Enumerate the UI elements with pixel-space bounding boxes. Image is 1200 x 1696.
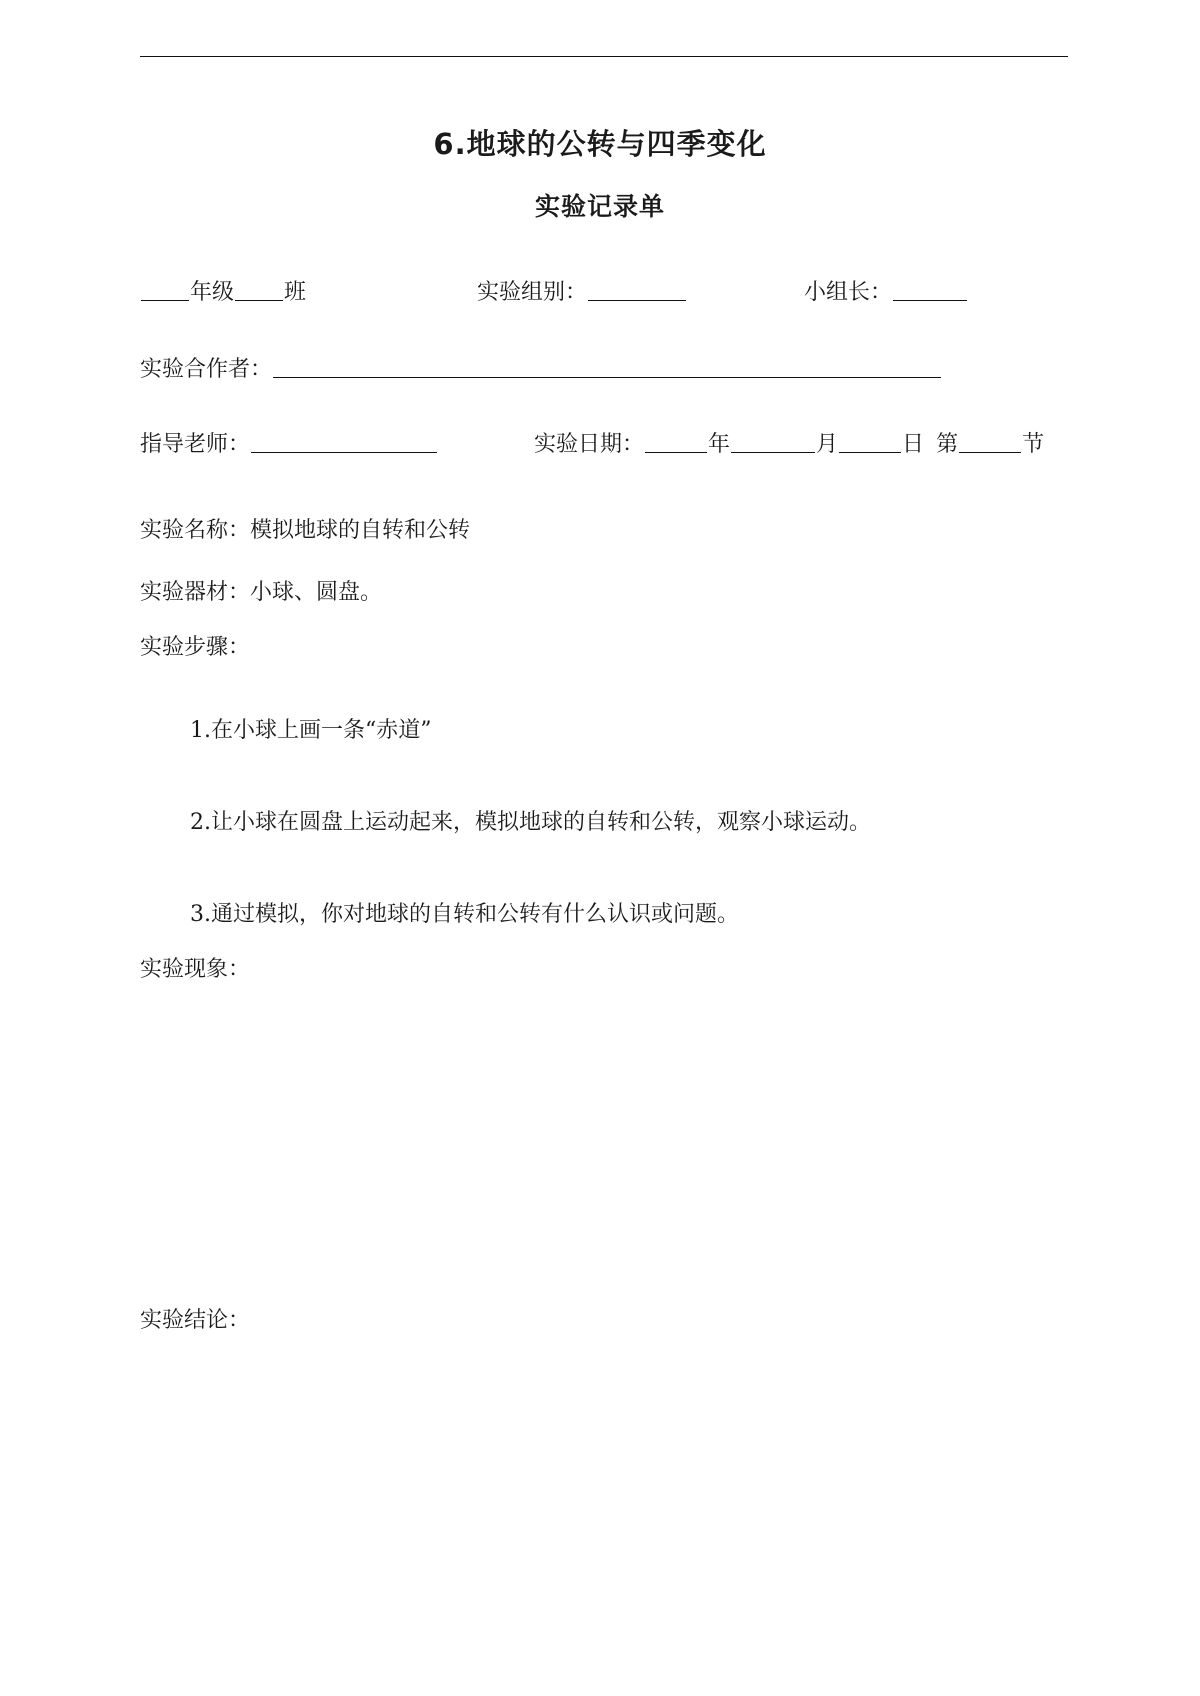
period-label: 节 [1022, 432, 1045, 457]
grade-class-row [140, 278, 306, 308]
experiment-name-row [140, 516, 470, 546]
teacher-label: 指导老师： [140, 432, 251, 457]
leader-row [804, 278, 968, 308]
phenomena-label: 实验现象： [140, 957, 251, 982]
period-prefix: 第 [936, 432, 959, 457]
materials-label: 实验器材： [140, 580, 251, 605]
teacher-blank[interactable] [251, 430, 437, 453]
partners-row [140, 355, 942, 385]
grade-blank[interactable] [141, 278, 189, 301]
materials-value: 小球、圆盘。 [250, 580, 383, 605]
document-title: 6.地球的公转与四季变化 [433, 127, 767, 161]
step-1: 1.在小球上画一条“赤道” [190, 718, 432, 743]
group-row [477, 278, 687, 308]
step-2: 2.让小球在圆盘上运动起来，模拟地球的自转和公转，观察小球运动。 [190, 810, 871, 835]
experiment-name-value: 模拟地球的自转和公转 [250, 518, 471, 543]
month-label: 月 [816, 432, 839, 457]
year-blank[interactable] [645, 430, 707, 453]
class-blank[interactable] [235, 278, 283, 301]
group-label: 实验组别： [477, 280, 588, 305]
day-label: 日 [902, 432, 925, 457]
leader-label: 小组长： [804, 280, 893, 305]
header-rule [140, 56, 1068, 57]
conclusion-label: 实验结论： [140, 1308, 251, 1333]
materials-row [140, 578, 382, 608]
partners-blank[interactable] [273, 355, 941, 378]
month-blank[interactable] [731, 430, 815, 453]
class-label: 班 [284, 280, 307, 305]
teacher-row [140, 430, 438, 460]
period-blank[interactable] [959, 430, 1021, 453]
grade-label: 年级 [190, 280, 235, 305]
date-label: 实验日期： [534, 432, 645, 457]
document-subtitle: 实验记录单 [534, 192, 665, 221]
year-label: 年 [708, 432, 731, 457]
experiment-name-label: 实验名称： [140, 518, 251, 543]
steps-label: 实验步骤： [140, 635, 251, 660]
step-3: 3.通过模拟，你对地球的自转和公转有什么认识或问题。 [190, 902, 739, 927]
day-blank[interactable] [839, 430, 901, 453]
partners-label: 实验合作者： [140, 357, 273, 382]
date-row [534, 430, 1044, 460]
leader-blank[interactable] [893, 278, 967, 301]
group-blank[interactable] [588, 278, 686, 301]
